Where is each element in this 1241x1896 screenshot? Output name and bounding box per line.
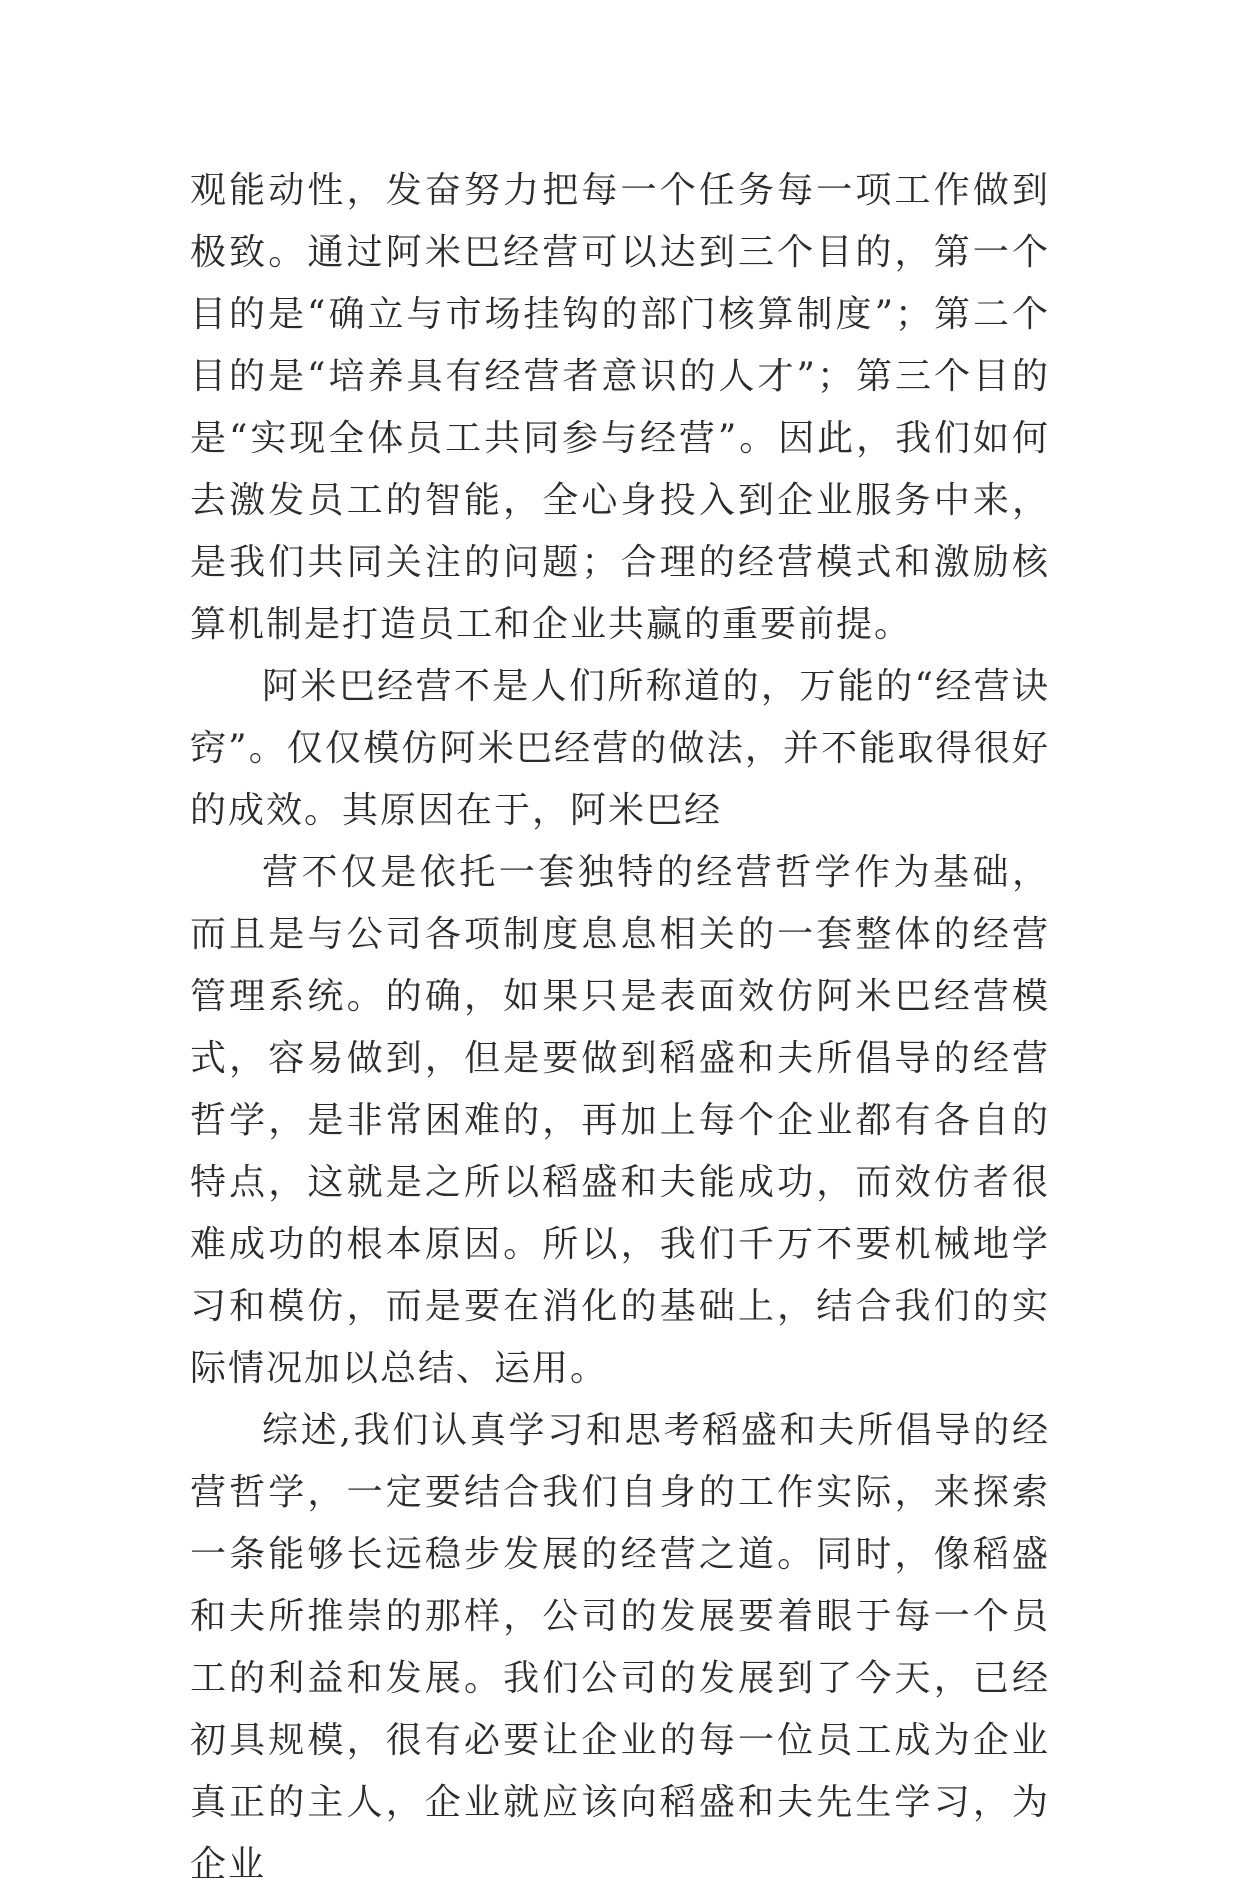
paragraph-1: 观能动性，发奋努力把每一个任务每一项工作做到极致。通过阿米巴经营可以达到三个目的，第一个目的是“确立与市场挂钩的部门核算制度”；第二个目的是“培养具有经营者意识的人才”；第三个目的是“实现全体员工共同参与经营”。因此，我们如何去激发员工的智能，全心身投入到企业服务中来，是我们共同关注的问题；合理的经营模式和激励核算机制是打造员工和企业共赢的重要前提。 (190, 170, 1050, 645)
paragraph-2: 阿米巴经营不是人们所称道的，万能的“经营诀窍”。仅仅模仿阿米巴经营的做法，并不能取得很好的成效。其原因在于，阿米巴经 (190, 666, 1050, 831)
paragraph-3: 营不仅是依托一套独特的经营哲学作为基础，而且是与公司各项制度息息相关的一套整体的经营管理系统。的确，如果只是表面效仿阿米巴经营模式，容易做到，但是要做到稻盛和夫所倡导的经营哲学，是非常困难的，再加上每个企业都有各自的特点，这就是之所以稻盛和夫能成功，而效仿者很难成功的根本原因。所以，我们千万不要机械地学习和模仿，而是要在消化的基础上，结合我们的实际情况加以总结、运用。 (190, 852, 1050, 1389)
paragraph-4: 综述,我们认真学习和思考稻盛和夫所倡导的经营哲学，一定要结合我们自身的工作实际，来探索一条能够长远稳步发展的经营之道。同时，像稻盛和夫所推崇的那样，公司的发展要着眼于每一个员工的利益和发展。我们公司的发展到了今天，已经初具规模，很有必要让企业的每一位员工成为企业真正的主人，企业就应该向稻盛和夫先生学习，为企业 (190, 1410, 1050, 1885)
body-text (190, 160, 1050, 1896)
